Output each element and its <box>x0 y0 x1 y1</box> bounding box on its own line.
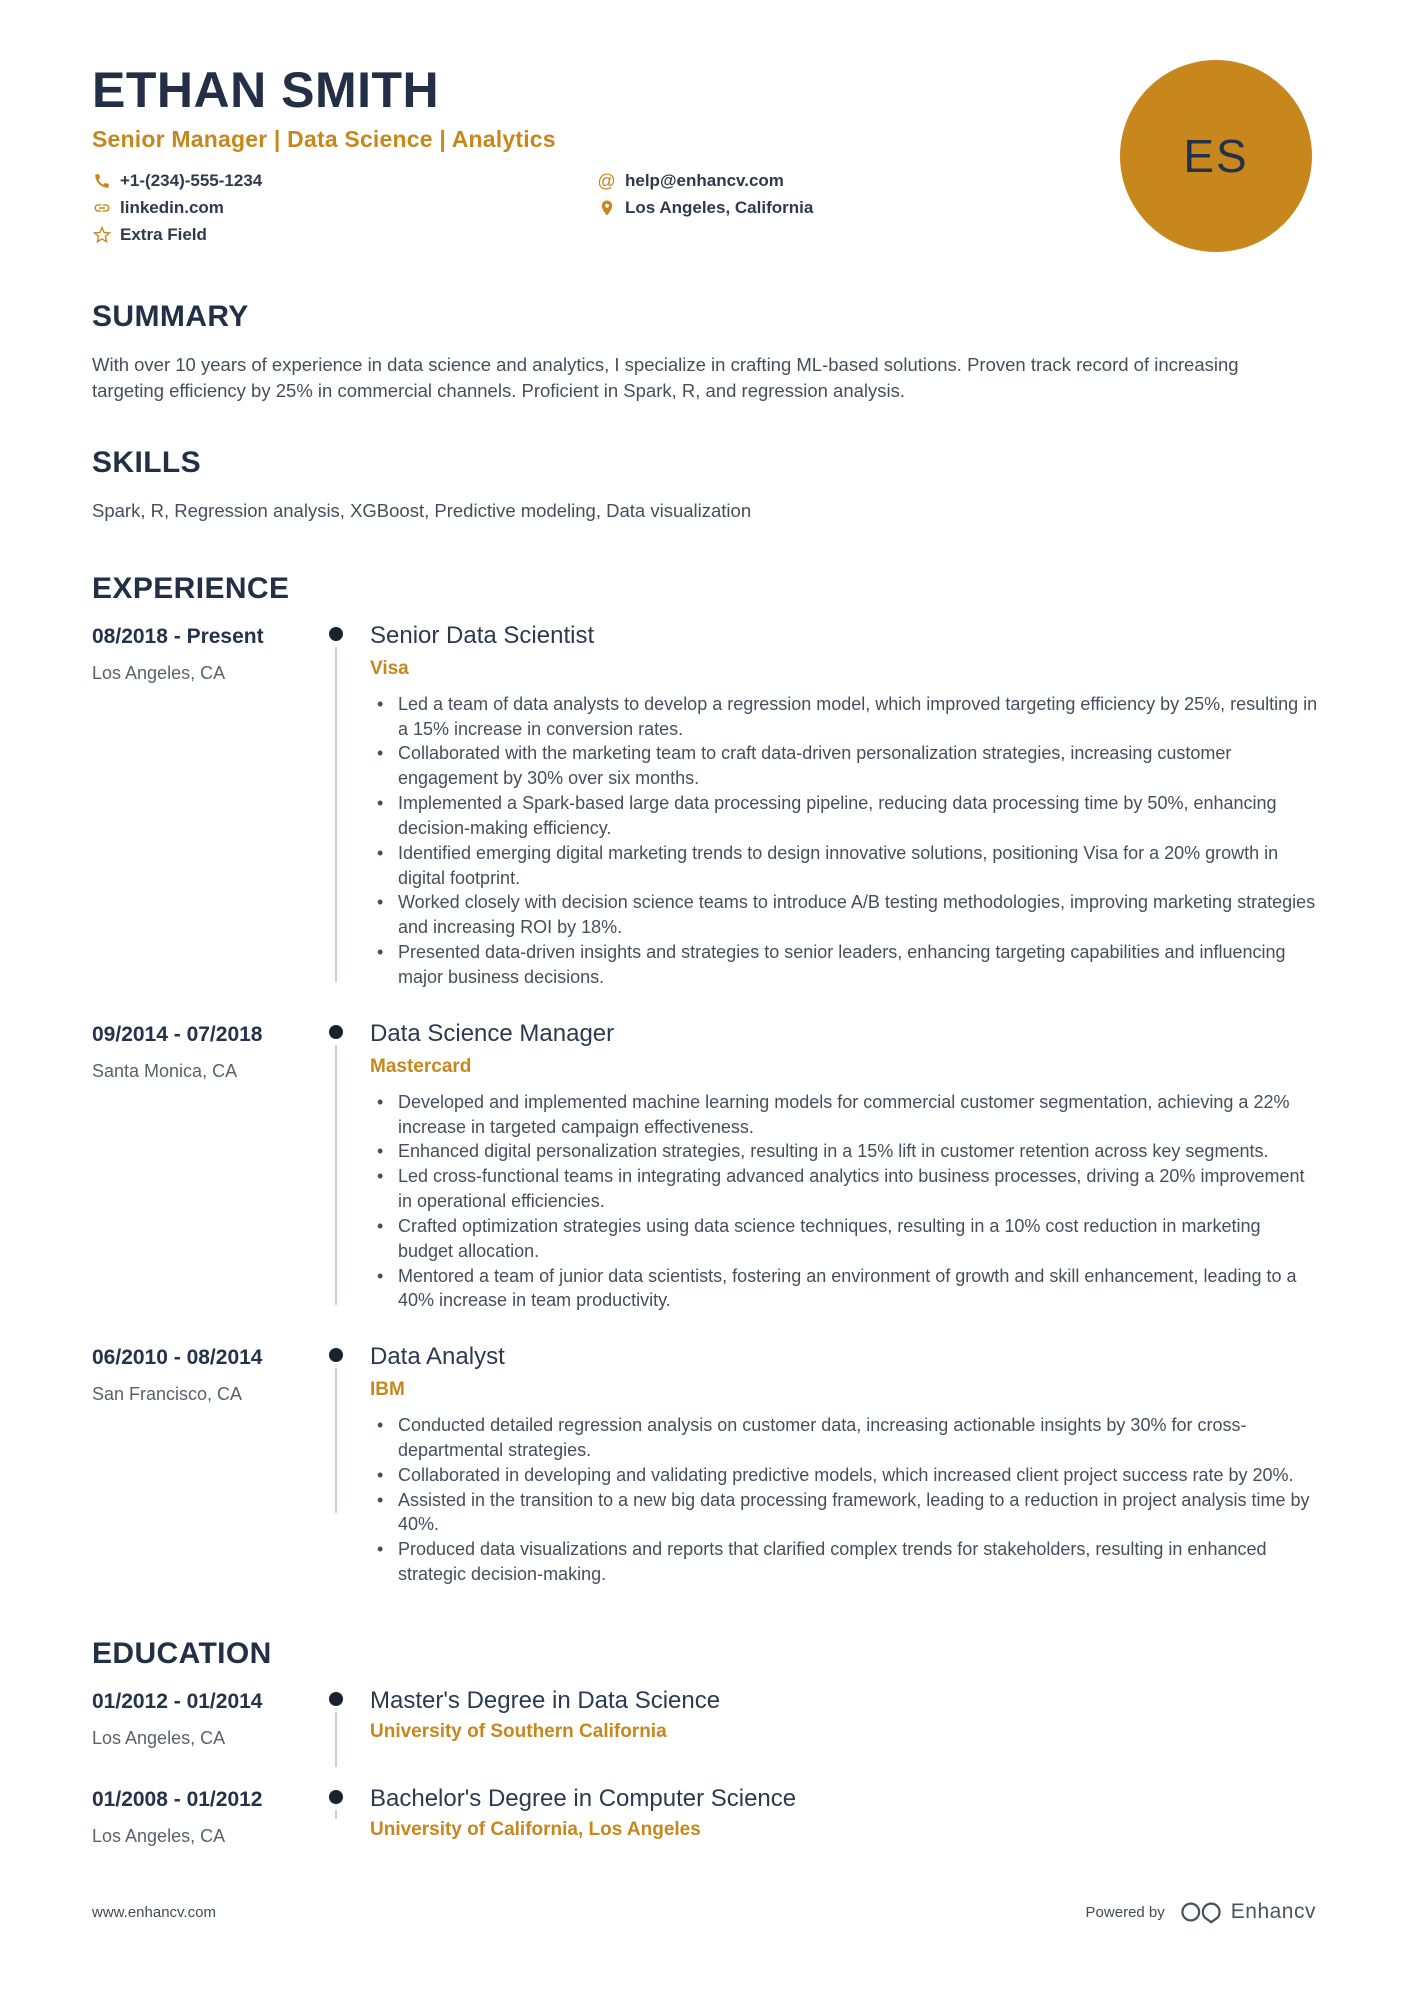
timeline <box>322 1020 350 1313</box>
degree-title: Master's Degree in Data Science <box>370 1686 721 1714</box>
achievement-item: • Collaborated in developing and validating predictive models, which increased client project success rate by 20%. <box>398 1463 1318 1488</box>
achievement-list <box>370 1413 1318 1587</box>
education-heading: EDUCATION <box>92 1636 272 1670</box>
entry-location: Los Angeles, CA <box>92 1727 226 1748</box>
timeline-line <box>335 1368 337 1513</box>
entry-meta <box>92 1785 322 1873</box>
experience-entry <box>92 1343 1318 1587</box>
entry-location: Los Angeles, CA <box>92 1825 226 1846</box>
contact-list <box>92 169 1120 248</box>
pin-icon <box>597 199 616 218</box>
skills-text: Spark, R, Regression analysis, XGBoost, Predictive modeling, Data visualization <box>92 499 752 521</box>
company-name: Visa <box>370 657 409 679</box>
link-icon <box>92 199 111 218</box>
achievement-item: • Collaborated with the marketing team to craft data-driven personalization strategies, increasing customer engagement by 30% over six months. <box>398 741 1318 791</box>
achievement-item: • Developed and implemented machine learning models for commercial customer segmentation, achieving a 22% increase in targeted campaign effectiveness. <box>398 1090 1318 1140</box>
timeline-line <box>335 1045 337 1305</box>
contact-text: +1-(234)-555-1234 <box>120 171 263 190</box>
entry-location: San Francisco, CA <box>92 1384 243 1405</box>
contact-item[interactable] <box>597 169 1120 194</box>
timeline-line <box>335 647 337 982</box>
achievement-item: • Identified emerging digital marketing trends to design innovative solutions, positioning Visa for a 20% growth in digital footprint. <box>398 841 1318 891</box>
headline: Senior Manager | Data Science | Analytics <box>92 125 556 152</box>
school-name: University of California, Los Angeles <box>370 1818 701 1840</box>
achievement-item: • Produced data visualizations and reports that clarified complex trends for stakeholders, resulting in enhanced strategic decision-making. <box>398 1537 1318 1587</box>
powered-by-block <box>1086 1899 1316 1925</box>
entry-body <box>350 1020 1318 1313</box>
timeline-dot <box>329 1025 343 1039</box>
timeline <box>322 1785 350 1873</box>
timeline <box>322 1343 350 1587</box>
experience-entry <box>92 1020 1318 1313</box>
achievement-item: • Implemented a Spark-based large data processing pipeline, reducing data processing time by 50%, enhancing decision-making efficiency. <box>398 791 1318 841</box>
entry-dates: 06/2010 - 08/2014 <box>92 1346 263 1370</box>
skills-heading: SKILLS <box>92 445 202 479</box>
entry-dates: 09/2014 - 07/2018 <box>92 1022 263 1046</box>
summary-section <box>92 300 1318 404</box>
footer-website-link[interactable]: www.enhancv.com <box>92 1903 216 1921</box>
education-entry <box>92 1687 1318 1775</box>
education-entry <box>92 1785 1318 1873</box>
job-title: Data Analyst <box>370 1343 505 1371</box>
contact-text: linkedin.com <box>120 198 224 217</box>
education-entries <box>92 1687 1318 1873</box>
entry-dates: 01/2008 - 01/2012 <box>92 1787 263 1811</box>
timeline-line <box>335 1712 337 1767</box>
contact-text: Los Angeles, California <box>625 198 814 217</box>
enhancv-brand[interactable] <box>1179 1899 1316 1925</box>
experience-entry <box>92 622 1318 990</box>
phone-icon <box>92 172 111 191</box>
entry-meta <box>92 622 322 990</box>
timeline-dot <box>329 1790 343 1804</box>
powered-by-label: Powered by <box>1085 1903 1165 1921</box>
school-name: University of Southern California <box>370 1720 667 1742</box>
contact-item[interactable] <box>92 223 597 248</box>
summary-text: With over 10 years of experience in data science and analytics, I specialize in crafting ML-based solutions. Proven track record of increasing targeting efficiency by 25% in commercial channels. Proficient in Spark, R, and regression analysis. <box>92 354 1239 401</box>
achievement-item: • Mentored a team of junior data scientists, fostering an environment of growth and skill enhancement, leading to a 40% increase in team productivity. <box>398 1264 1318 1314</box>
header <box>92 58 1318 252</box>
job-title: Data Science Manager <box>370 1019 615 1047</box>
entry-body <box>350 1785 1318 1873</box>
timeline-dot <box>329 1348 343 1362</box>
achievement-item: • Worked closely with decision science teams to introduce A/B testing methodologies, improving marketing strategies and increasing ROI by 18%. <box>398 890 1318 940</box>
experience-entries <box>92 622 1318 1587</box>
star-icon <box>92 226 111 245</box>
entry-body <box>350 622 1318 990</box>
achievement-item: • Conducted detailed regression analysis on customer data, increasing actionable insights by 30% for cross-departmental strategies. <box>398 1413 1318 1463</box>
entry-dates: 08/2018 - Present <box>92 624 264 648</box>
header-text-block <box>92 58 1120 248</box>
entry-location: Los Angeles, CA <box>92 662 226 683</box>
entry-meta <box>92 1687 322 1775</box>
experience-section <box>92 572 1318 1597</box>
entry-dates: 01/2012 - 01/2014 <box>92 1689 263 1713</box>
at-icon: @ <box>597 171 616 191</box>
achievement-item: • Led a team of data analysts to develop a regression model, which improved targeting efficiency by 25%, resulting in a 15% increase in conversion rates. <box>398 692 1318 742</box>
skills-section <box>92 446 1318 522</box>
entry-location: Santa Monica, CA <box>92 1060 238 1081</box>
company-name: IBM <box>370 1379 405 1401</box>
achievement-list <box>370 692 1318 990</box>
achievement-item: • Presented data-driven insights and strategies to senior leaders, enhancing targeting capabilities and influencing major business decisions. <box>398 940 1318 990</box>
degree-title: Bachelor's Degree in Computer Science <box>370 1784 797 1812</box>
entry-meta <box>92 1020 322 1313</box>
achievement-item: • Led cross-functional teams in integrating advanced analytics into business processes, driving a 20% improvement in operational efficiencies. <box>398 1164 1318 1214</box>
company-name: Mastercard <box>370 1055 472 1077</box>
contact-text: help@enhancv.com <box>625 171 784 190</box>
timeline <box>322 1687 350 1775</box>
enhancv-brand-name: Enhancv <box>1230 1900 1316 1923</box>
entry-meta <box>92 1343 322 1587</box>
entry-body <box>350 1343 1318 1587</box>
experience-heading: EXPERIENCE <box>92 571 290 605</box>
achievement-item: • Enhanced digital personalization strategies, resulting in a 15% lift in customer retention across key segments. <box>398 1139 1318 1164</box>
timeline <box>322 622 350 990</box>
job-title: Senior Data Scientist <box>370 621 595 649</box>
enhancv-logo-icon <box>1179 1899 1223 1925</box>
contact-item[interactable] <box>597 196 1120 221</box>
timeline-dot <box>329 1692 343 1706</box>
achievement-item: • Assisted in the transition to a new big data processing framework, leading to a reduction in project analysis time by 40%. <box>398 1488 1318 1538</box>
person-name: ETHAN SMITH <box>92 62 440 118</box>
contact-item[interactable] <box>92 169 597 194</box>
education-section <box>92 1637 1318 1883</box>
timeline-dot <box>329 627 343 641</box>
timeline-line <box>335 1810 337 1819</box>
contact-item[interactable] <box>92 196 597 221</box>
summary-heading: SUMMARY <box>92 300 249 333</box>
avatar-initials: ES <box>1183 130 1249 182</box>
entry-body <box>350 1687 1318 1775</box>
contact-text: Extra Field <box>120 225 207 244</box>
avatar <box>1120 60 1312 252</box>
achievement-list <box>370 1090 1318 1313</box>
footer <box>92 1899 1318 1953</box>
achievement-item: • Crafted optimization strategies using data science techniques, resulting in a 10% cost reduction in marketing budget allocation. <box>398 1214 1318 1264</box>
